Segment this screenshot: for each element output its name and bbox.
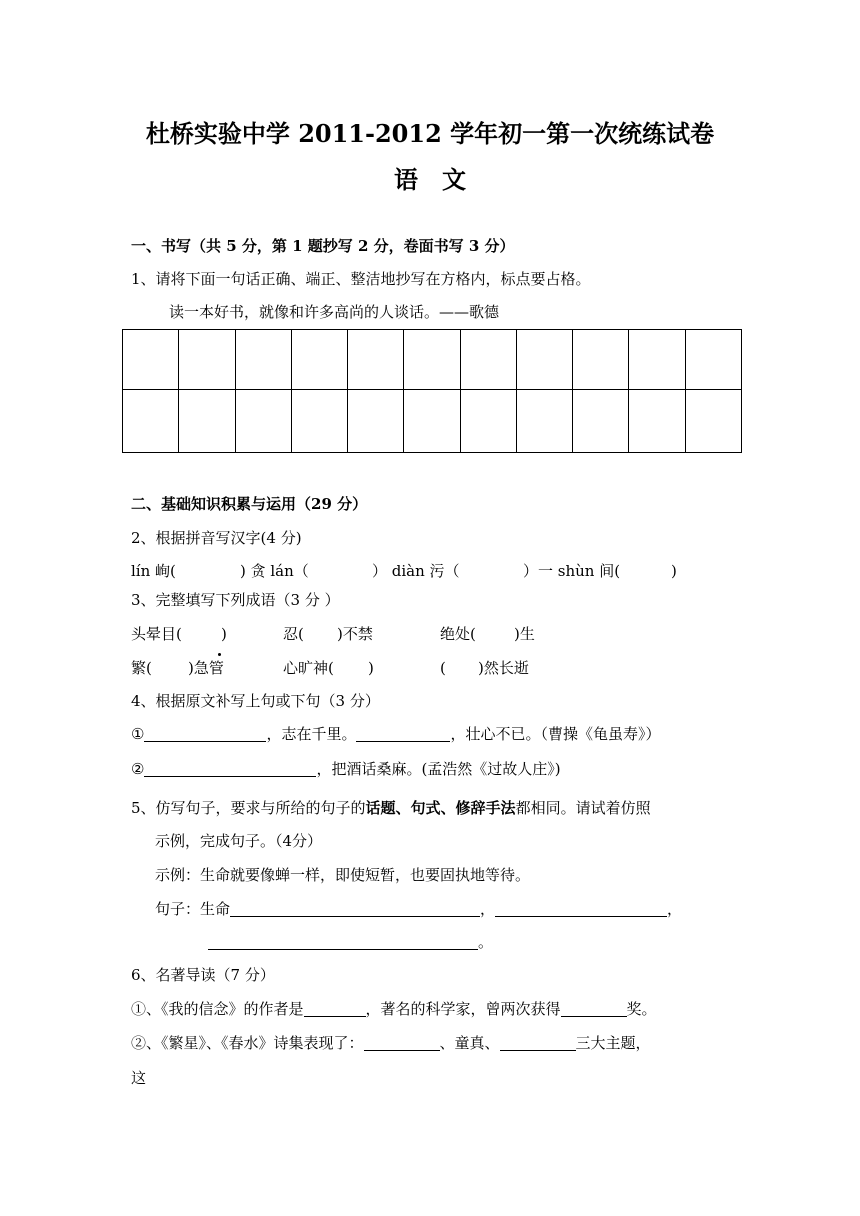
grid-cell[interactable]	[573, 330, 629, 390]
grid-cell[interactable]	[179, 390, 235, 453]
q5-sentence	[155, 899, 682, 919]
grid-cell[interactable]	[629, 390, 685, 453]
idiom-part: )不禁	[337, 625, 373, 643]
q4-1-marker: ①	[131, 725, 145, 743]
question-4: 4、根据原文补写上句或下句（3 分）	[131, 692, 380, 710]
answer-blank[interactable]	[230, 900, 480, 917]
question-1: 1、请将下面一句话正确、端正、整洁地抄写在方格内，标点要占格。	[131, 270, 591, 288]
q5-comma: ，	[480, 900, 496, 918]
grid-cell[interactable]	[235, 330, 291, 390]
q6-2-text-3: 三大主题，	[575, 1034, 651, 1052]
idiom-part: 心旷神(	[283, 659, 334, 677]
idiom-part: 忍(	[283, 625, 304, 643]
answer-blank[interactable]	[364, 1034, 440, 1051]
q4-1-text: ，志在千里。	[266, 725, 357, 743]
subject-title: 语 文	[394, 165, 466, 194]
q4-line-2	[131, 759, 561, 779]
grid-cell[interactable]	[179, 330, 235, 390]
pinyin-item: ) 贪 lán（	[240, 562, 309, 580]
grid-cell[interactable]	[291, 330, 347, 390]
section2-heading: 二、基础知识积累与运用（29 分）	[131, 495, 368, 513]
q4-line-1	[131, 724, 660, 744]
idiom-part: )急管	[188, 659, 224, 677]
grid-cell[interactable]	[404, 390, 460, 453]
idiom-part: )	[368, 659, 374, 677]
answer-blank[interactable]	[144, 725, 266, 742]
question-5-line-1	[131, 798, 651, 818]
q5-comma-2: ，	[667, 900, 683, 918]
q6-1-text-2: ，著名的科学家，曾两次获得	[365, 1000, 561, 1018]
q6-1-text: ①、《我的信念》的作者是	[131, 1000, 304, 1018]
q5-emphasis: 话题、句式、修辞手法	[365, 799, 516, 817]
q5-sentence-start: 句子：生命	[155, 900, 231, 918]
q5-text: 5、仿写句子，要求与所给的句子的	[131, 799, 366, 817]
copy-quote: 读一本好书，就像和许多高尚的人谈话。——歌德	[169, 303, 500, 321]
q6-2-text-2: 、童真、	[439, 1034, 500, 1052]
grid-cell[interactable]	[348, 330, 404, 390]
idiom-part: )生	[514, 625, 535, 643]
grid-cell[interactable]	[573, 390, 629, 453]
grid-cell[interactable]	[460, 330, 516, 390]
grid-cell[interactable]	[235, 390, 291, 453]
grid-cell[interactable]	[685, 330, 741, 390]
pinyin-item: ） diàn 污（	[372, 562, 460, 580]
grid-cell[interactable]	[516, 330, 572, 390]
q6-2-text: ②、《繁星》、《春水》诗集表现了：	[131, 1034, 364, 1052]
idiom-part-text: )	[221, 625, 227, 643]
q4-2-text: ，把酒话桑麻。(孟浩然《过故人庄》)	[316, 760, 561, 778]
grid-cell[interactable]	[348, 390, 404, 453]
answer-blank[interactable]	[208, 933, 478, 950]
idiom-part	[221, 624, 227, 644]
writing-grid	[122, 329, 742, 453]
question-3: 3、完整填写下列成语（3 分 ）	[131, 591, 340, 609]
pinyin-item: lín 峋(	[131, 562, 176, 580]
answer-blank[interactable]	[561, 1000, 627, 1017]
question-5-line-2: 示例，完成句子。（4分）	[155, 832, 323, 850]
grid-cell[interactable]	[291, 390, 347, 453]
exam-title: 杜桥实验中学 2011-2012 学年初一第一次统练试卷	[145, 119, 715, 148]
q6-line-2	[131, 1033, 651, 1053]
pinyin-item: )	[671, 562, 677, 580]
grid-cell[interactable]	[404, 330, 460, 390]
q6-line-1	[131, 999, 657, 1019]
section1-heading: 一、书写（共 5 分，第 1 题抄写 2 分，卷面书写 3 分）	[131, 237, 515, 255]
idiom-part: )然长逝	[478, 659, 529, 677]
q5-sentence-end	[208, 932, 493, 952]
q4-2-marker: ②	[131, 760, 145, 778]
grid-cell[interactable]	[460, 390, 516, 453]
idiom-part: 头晕目(	[131, 625, 182, 643]
answer-blank[interactable]	[304, 1000, 366, 1017]
q6-1-text-3: 奖。	[626, 1000, 657, 1018]
q4-1-text-2: ，壮心不已。（曹操《龟虽寿》）	[450, 725, 661, 743]
idiom-part: (	[440, 659, 446, 677]
grid-cell[interactable]	[516, 390, 572, 453]
q5-period: 。	[478, 933, 494, 951]
idiom-part: 绝处(	[440, 625, 476, 643]
grid-cell[interactable]	[685, 390, 741, 453]
grid-cell[interactable]	[123, 390, 179, 453]
question-6: 6、名著导读（7 分）	[131, 966, 275, 984]
q6-line-3: 这	[131, 1069, 147, 1087]
grid-cell[interactable]	[629, 330, 685, 390]
answer-blank[interactable]	[356, 725, 450, 742]
question-2: 2、根据拼音写汉字(4 分)	[131, 529, 302, 547]
idiom-part: 繁(	[131, 659, 152, 677]
answer-blank[interactable]	[144, 760, 316, 777]
answer-blank[interactable]	[500, 1034, 576, 1051]
answer-blank[interactable]	[495, 900, 667, 917]
pinyin-item: ）一 shùn 间(	[523, 562, 621, 580]
q5-text-2: 都相同。请试着仿照	[515, 799, 651, 817]
q5-example: 示例：生命就要像蝉一样，即使短暂，也要固执地等待。	[155, 866, 531, 884]
grid-cell[interactable]	[123, 330, 179, 390]
